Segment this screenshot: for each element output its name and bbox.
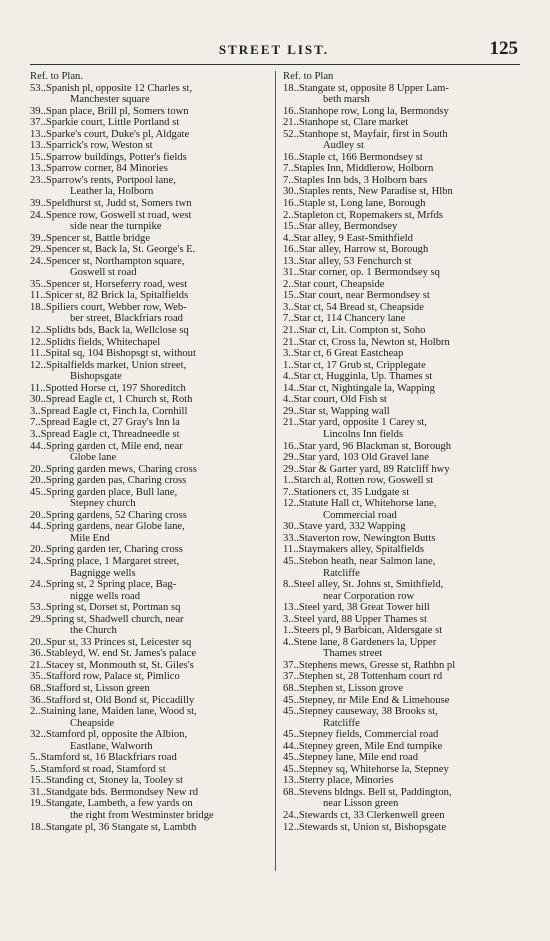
street-entry-line: 29..Spring st, Shadwell church, near [30, 613, 184, 625]
street-entry-line: 44..Spring gardens, near Globe lane, [30, 521, 185, 533]
street-entry-line: 21..Stacey st, Monmouth st, St. Giles's [30, 659, 194, 671]
street-entry-line: 11..Spital sq, 104 Bishopsgt st, without [30, 348, 196, 360]
street-entry-line: 45..Stepney causeway, 38 Brooks st, [283, 706, 438, 718]
street-entry-line: 2..Stapleton ct, Ropemakers st, Mrfds [283, 209, 444, 221]
street-entry-line: 12..Statute Hall ct, Whitehorse lane, [283, 498, 437, 510]
street-entry-line: 3..Spread Eagle ct, Finch la, Cornhill [30, 405, 188, 417]
street-entry-line: near Lisson green [323, 798, 399, 810]
street-entry-line: 4..Star alley, 9 East-Smithfield [283, 232, 413, 244]
street-entry-line: 53..Spring st, Dorset st, Portman sq [30, 602, 181, 614]
street-entry-line: 14..Star ct, Nightingale la, Wapping [283, 382, 435, 394]
street-entry-line: 5..Stamford st, 16 Blackfriars road [30, 752, 177, 764]
page-number: 125 [489, 38, 518, 59]
street-entry-line: 13..Sparke's court, Duke's pl, Aldgate [30, 128, 190, 140]
street-entry-line: 31..Standgate bds. Bermondsey New rd [30, 786, 198, 798]
street-entry-line: 21..Star yard, opposite 1 Carey st, [283, 417, 427, 429]
street-entry-line: 18..Spiliers court, Webber row, Web- [30, 301, 187, 313]
street-entry-line: 7..Spread Eagle ct, 27 Gray's Inn la [30, 417, 180, 429]
street-entry-line: 44..Spring garden ct, Mile end, near [30, 440, 183, 452]
street-entry-line: Globe lane [70, 452, 117, 464]
street-entry-line: 15..Standing ct, Stoney la, Tooley st [30, 775, 183, 787]
street-entry-line: 4..Stene lane, 8 Gardeners la, Upper [283, 636, 437, 648]
street-entry-line: 13..Star alley, 53 Fenchurch st [283, 255, 412, 267]
street-entry-line: 30..Spread Eagle ct, 1 Church st, Roth [30, 394, 193, 406]
street-entry-line: Bagnigge wells [70, 567, 136, 579]
street-entry-line: 37..Stephen st, 28 Tottenham court rd [283, 671, 443, 683]
street-entry-line: 45..Stebon heath, near Salmon lane, [283, 555, 436, 567]
street-entry-line: 24..Spence row, Goswell st road, west [30, 209, 192, 221]
street-entry-line: 1..Steers pl, 9 Barbican, Aldersgate st [283, 625, 443, 637]
street-entry-line: 36..Stableyd, W. end St. James's palace [30, 648, 197, 660]
street-entry-line: 68..Stevens bldngs. Bell st, Paddington, [283, 786, 452, 798]
street-entry-line: 12..Splidts fields, Whitechapel [30, 336, 161, 348]
street-entry-line: 16..Star alley, Harrow st, Borough [283, 244, 429, 256]
street-entry-line: 35..Spencer st, Horseferry road, west [30, 278, 188, 290]
street-entry-line: 39..Speldhurst st, Judd st, Somers twn [30, 198, 192, 210]
street-entry-line: side near the turnpike [70, 221, 162, 233]
street-entry-line: 24..Spencer st, Northampton square, [30, 255, 185, 267]
street-entry-line: 1..Starch al, Rotten row, Goswell st [283, 475, 434, 487]
street-entry-line: 12..Spitalfields market, Union street, [30, 359, 187, 371]
street-entry-line: 68..Stafford st, Lisson green [30, 682, 150, 694]
street-entry-line: 39..Spencer st, Battle bridge [30, 232, 151, 244]
street-entry-line: Audley st [323, 140, 364, 152]
street-entry-line: 13..Steel yard, 38 Great Tower hill [283, 602, 430, 614]
page-title: STREET LIST. [218, 42, 330, 57]
street-entry-line: 16..Staple ct, 166 Bermondsey st [283, 151, 423, 163]
street-entry-line: 19..Stangate, Lambeth, a few yards on [30, 798, 193, 810]
street-entry-line: 33..Staverton row, Newington Butts [283, 532, 436, 544]
street-entry-line: 20..Spring garden ter, Charing cross [30, 544, 183, 556]
street-entry-line: 37..Stephens mews, Gresse st, Rathbn pl [283, 659, 456, 671]
right-column [283, 71, 520, 833]
street-entry-line: 20..Spring gardens, 52 Charing cross [30, 509, 187, 521]
street-entry-line: 20..Spur st, 33 Princes st, Leicester sq [30, 636, 192, 648]
street-entry-line: Thames street [323, 648, 383, 660]
street-entry-line: 45..Stepney lane, Mile end road [283, 752, 419, 764]
street-entry-line: 12..Splidts bds, Back la, Wellclose sq [30, 325, 189, 337]
street-entry-line: near Corporation row [323, 590, 415, 602]
page-header [30, 38, 518, 62]
street-entry-line: 12..Stewards st, Union st, Bishopsgate [283, 821, 447, 833]
street-entry-line: Bishopsgate [70, 371, 122, 383]
street-entry-line: 35..Stafford row, Palace st, Pimlico [30, 671, 180, 683]
street-entry-line: 2..Star court, Cheapside [283, 278, 385, 290]
street-entry-line: 37..Sparkie court, Little Portland st [30, 117, 180, 129]
street-entry-line: 29..Star & Garter yard, 89 Ratcliff hwy [283, 463, 450, 475]
street-entry-line: 29..Spencer st, Back la, St. George's E. [30, 244, 196, 256]
street-entry-line: 1..Star ct, 17 Grub st, Cripplegate [283, 359, 426, 371]
street-entry-line: nigge wells road [70, 590, 141, 602]
street-entry-line: 52..Stanhope st, Mayfair, first in South [283, 128, 448, 140]
street-entry-line: Cheapside [70, 717, 115, 729]
street-entry-line: 11..Staymakers alley, Spitalfields [283, 544, 425, 556]
header-rule [30, 64, 520, 65]
left-column [30, 71, 270, 833]
street-entry-line: 23..Sparrow's rents, Portpool lane, [30, 174, 176, 186]
street-entry-line: 29..Star st, Wapping wall [283, 405, 390, 417]
street-entry-line: 4..Star court, Old Fish st [283, 394, 387, 406]
street-entry-line: 24..Spring st, 2 Spring place, Bag- [30, 579, 177, 591]
street-entry-line: 7..Stationers ct, 35 Ludgate st [283, 486, 410, 498]
street-entry-line: 21..Stanhope st, Clare market [283, 117, 409, 129]
street-entry-line: 11..Spicer st, 82 Brick la, Spitalfields [30, 290, 189, 302]
street-entry-line: Leather la, Holborn [70, 186, 154, 198]
street-entry-line: 44..Stepney green, Mile End turnpike [283, 740, 443, 752]
street-entry-line: Manchester square [70, 94, 150, 106]
street-entry-line: 45..Stepney fields, Commercial road [283, 729, 439, 741]
street-entry-line: 24..Stewards ct, 33 Clerkenwell green [283, 810, 445, 821]
street-entry-line: 24..Spring place, 1 Margaret street, [30, 555, 180, 567]
street-entry-line: 68..Stephen st, Lisson grove [283, 682, 404, 694]
street-entry-line: 7..Star ct, 114 Chancery lane [283, 313, 406, 325]
street-entry-line: 45..Stepney, nr Mile End & Limehouse [283, 694, 450, 706]
column-divider [275, 71, 276, 871]
street-entry-line: 32..Stamford pl, opposite the Albion, [30, 729, 188, 741]
street-entry-line: 3..Spread Eagle ct, Threadneedle st [30, 428, 180, 440]
street-entry-line: 13..Sparrick's row, Weston st [30, 140, 153, 152]
street-entry-line: 30..Stave yard, 332 Wapping [283, 521, 406, 533]
street-entry-line: 13..Sterry place, Minories [283, 775, 394, 787]
street-entry-line: 20..Spring garden mews, Charing cross [30, 463, 197, 475]
street-entry-line: 36..Stafford st, Old Bond st, Piccadilly [30, 694, 195, 706]
street-entry-line: 16..Staple st, Long lane, Borough [283, 198, 426, 210]
street-entry-line: 16..Stanhope row, Long la, Bermondsy [283, 105, 449, 117]
street-entry-line: 21..Star ct, Cross la, Newton st, Holbrn [283, 336, 450, 348]
street-entry-line: 11..Spotted Horse ct, 197 Shoreditch [30, 382, 186, 394]
street-entry-line: 16..Star yard, 96 Blackman st, Borough [283, 440, 452, 452]
street-entry-line: 18..Stangate pl, 36 Stangate st, Lambth [30, 821, 197, 833]
street-entry-line: 4..Star ct, Hugginla, Up. Thames st [283, 371, 433, 383]
street-entry-line: 30..Staples rents, New Paradise st, Hlbn [283, 186, 453, 198]
street-entry-line: Eastlane, Walworth [70, 740, 153, 752]
street-entry-line: Ratcliffe [323, 717, 360, 729]
street-entry-line: 2..Staining lane, Maiden lane, Wood st, [30, 706, 197, 718]
street-entry-line: 20..Spring garden pas, Charing cross [30, 475, 187, 487]
street-entry-line: 45..Spring garden place, Bull lane, [30, 486, 178, 498]
street-entry-line: Stepney church [70, 498, 136, 510]
street-entry-line: 15..Sparrow buildings, Potter's fields [30, 151, 187, 163]
street-entry-line: beth marsh [323, 94, 370, 106]
street-entry-line: 5..Stamford st road, Stamford st [30, 763, 166, 775]
street-entry-line: 45..Stepney sq, Whitehorse la, Stepney [283, 763, 449, 775]
street-entry-line: Lincolns Inn fields [323, 428, 404, 440]
street-entry-line: 53..Spanish pl, opposite 12 Charles st, [30, 82, 193, 94]
street-entry-line: 18..Stangate st, opposite 8 Upper Lam- [283, 82, 449, 94]
street-entry-line: Mile End [70, 532, 110, 544]
street-entry-line: Commercial road [323, 509, 397, 521]
street-entry-line: 21..Star ct, Lit. Compton st, Soho [283, 325, 426, 337]
street-entry-line: 15..Star court, near Bermondsey st [283, 290, 430, 302]
street-entry-line: 7..Staples Inn, Middlerow, Holborn [283, 163, 434, 175]
street-entry-line: ber street, Blackfriars road [70, 313, 183, 325]
column-header: Ref. to Plan [283, 71, 334, 82]
street-entry-line: Goswell st road [70, 267, 137, 279]
street-entry-line: 3..Star ct, 6 Great Eastcheap [283, 348, 404, 360]
street-entry-line: 31..Star corner, op. 1 Bermondsey sq [283, 267, 440, 279]
street-entry-line: 39..Span place, Brill pl, Somers town [30, 105, 189, 117]
street-entry-line: Ratcliffe [323, 567, 360, 579]
column-header: Ref. to Plan. [30, 71, 83, 82]
street-entry-line: 15..Star alley, Bermondsey [283, 221, 398, 233]
street-entry-line: 3..Steel yard, 88 Upper Thames st [283, 613, 427, 625]
street-entry-line: 13..Sparrow corner, 84 Minories [30, 163, 168, 175]
street-entry-line: 8..Steel alley, St. Johns st, Smithfield, [283, 579, 444, 591]
street-entry-line: 29..Star yard, 103 Old Gravel lane [283, 452, 429, 464]
street-entry-line: 7..Staples Inn bds, 3 Holborn bars [283, 174, 428, 186]
street-entry-line: the right from Westminster bridge [70, 810, 214, 821]
street-entry-line: 3..Star ct, 54 Bread st, Cheapside [283, 301, 424, 313]
street-entry-line: the Church [70, 625, 117, 637]
